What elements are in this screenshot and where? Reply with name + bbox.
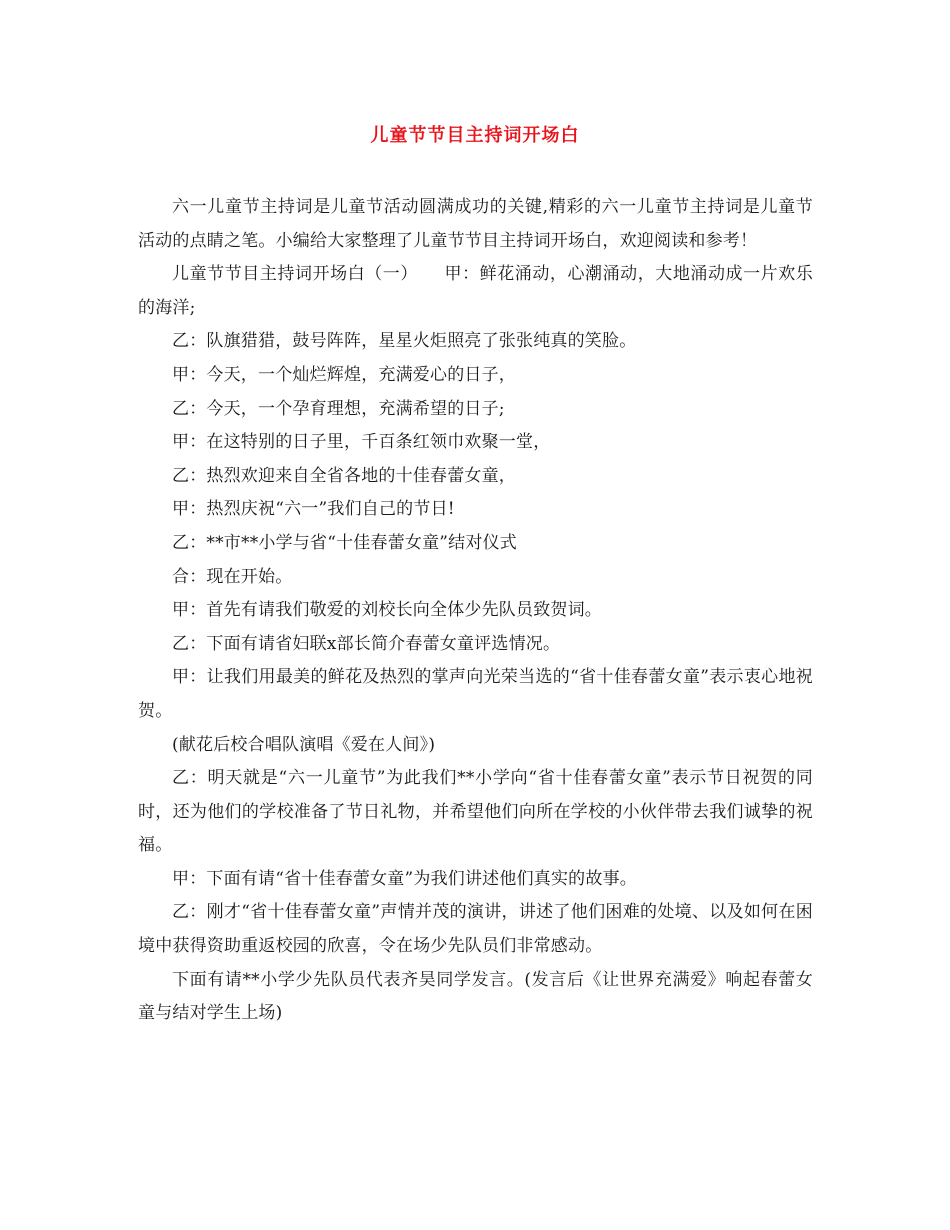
- paragraph-intro: 六一儿童节主持词是儿童节活动圆满成功的关键,精彩的六一儿童节主持词是儿童节活动的点睛之笔。小编给大家整理了儿童节节目主持词开场白，欢迎阅读和参考！: [138, 197, 813, 251]
- paragraph: 乙：队旗猎猎，鼓号阵阵，星星火炬照亮了张张纯真的笑脸。: [172, 331, 637, 352]
- paragraph: 乙：**市**小学与省“十佳春蕾女童”结对仪式: [172, 532, 517, 553]
- paragraph: 下面有请**小学少先队员代表齐昊同学发言。(发言后《让世界充满爱》响起春蕾女童与结对学生上场): [138, 969, 813, 1024]
- paragraph: 甲：下面有请“省十佳春蕾女童”为我们讲述他们真实的故事。: [172, 868, 637, 889]
- paragraph: 甲：让我们用最美的鲜花及热烈的掌声向光荣当选的“省十佳春蕾女童”表示衷心地祝贺。: [138, 667, 813, 721]
- paragraph: 乙：明天就是“六一儿童节”为此我们**小学向“省十佳春蕾女童”表示节日祝贺的同时，还为他们的学校准备了节日礼物，并希望他们向所在学校的小伙伴带去我们诚挚的祝福。: [138, 768, 813, 856]
- paragraph: 甲：在这特别的日子里，千百条红领巾欢聚一堂，: [172, 432, 551, 453]
- paragraph: 甲：今天，一个灿烂辉煌，充满爱心的日子，: [172, 364, 516, 385]
- paragraph: 甲：热烈庆祝“六一”我们自己的节日!: [172, 499, 455, 520]
- document-body: [138, 191, 813, 1031]
- paragraph: 合：现在开始。: [172, 566, 293, 587]
- paragraph: 乙：热烈欢迎来自全省各地的十佳春蕾女童，: [172, 465, 516, 486]
- paragraph: 乙：今天，一个孕育理想，充满希望的日子;: [172, 398, 505, 419]
- paragraph: (献花后校合唱队演唱《爱在人间》): [172, 734, 436, 755]
- paragraph: 乙：刚才“省十佳春蕾女童”声情并茂的演讲，讲述了他们困难的处境、以及如何在困境中获得资助重返校园的欣喜，令在场少先队员们非常感动。: [138, 902, 813, 957]
- paragraph: 甲：首先有请我们敬爱的刘校长向全体少先队员致贺词。: [172, 600, 602, 621]
- page-title: 儿童节节目主持词开场白: [370, 125, 580, 146]
- paragraph: 乙：下面有请省妇联x部长简介春蕾女童评选情况。: [172, 633, 561, 654]
- paragraph: 儿童节节目主持词开场白（一） 甲：鲜花涌动，心潮涌动，大地涌动成一片欢乐的海洋;: [138, 264, 813, 318]
